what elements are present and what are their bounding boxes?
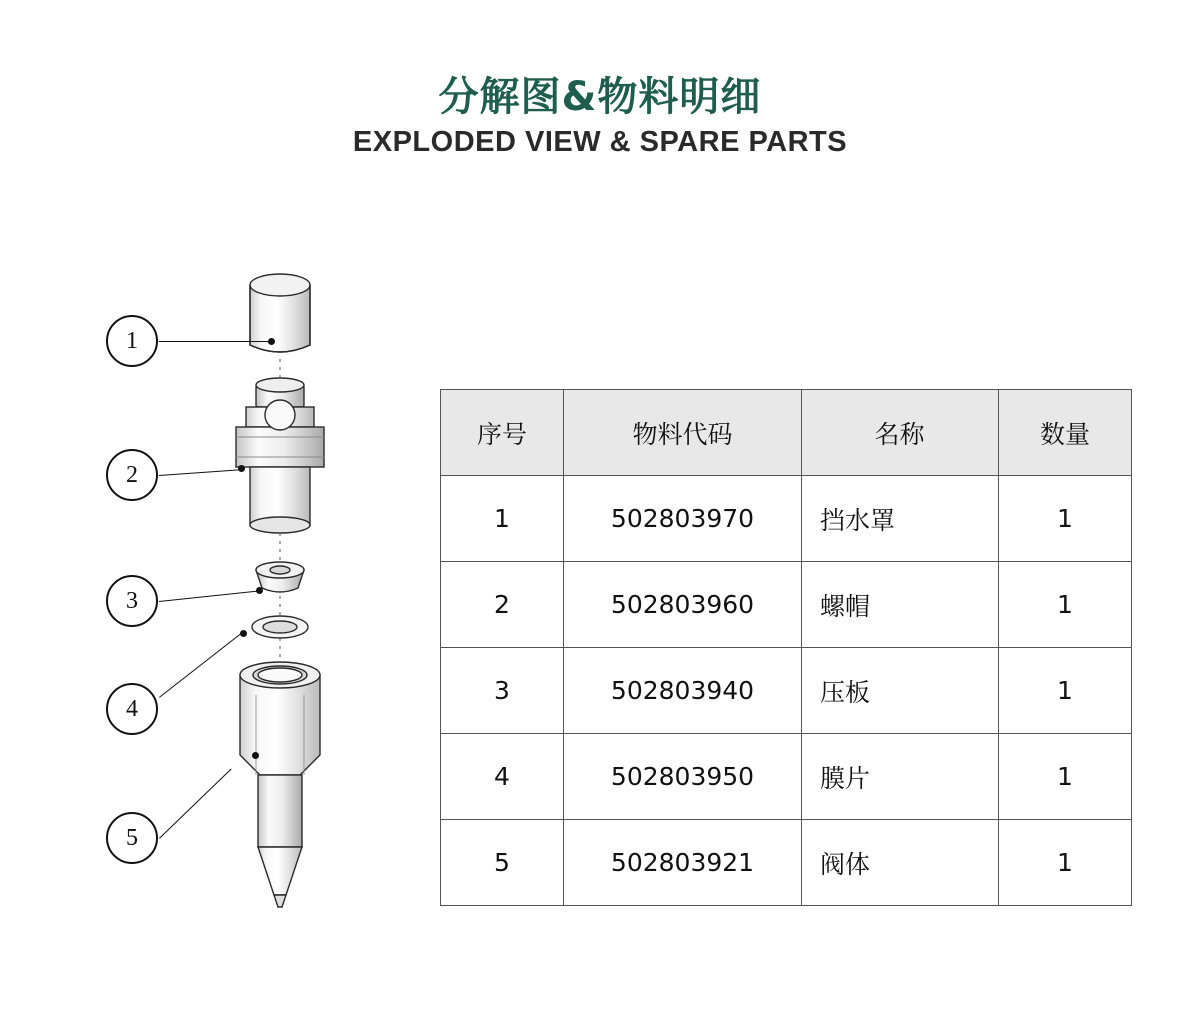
cell-part-name: 膜片 [802, 734, 999, 820]
cell-part-name: 螺帽 [802, 562, 999, 648]
cell-quantity: 1 [999, 820, 1132, 906]
cell-quantity: 1 [999, 648, 1132, 734]
header-part-name: 名称 [802, 390, 999, 476]
cell-part-name: 挡水罩 [802, 476, 999, 562]
table-header-row [441, 390, 1132, 476]
leader-dot-4 [240, 630, 247, 637]
cell-material-code: 502803970 [564, 476, 802, 562]
callout-2[interactable] [106, 449, 158, 501]
page-title-cn: 分解图&物料明细 [438, 74, 762, 120]
cell-index: 2 [441, 562, 564, 648]
page-title-en: EXPLODED VIEW & SPARE PARTS [352, 126, 848, 158]
leader-dot-5 [252, 752, 259, 759]
callout-5[interactable] [106, 812, 158, 864]
callout-3[interactable] [106, 575, 158, 627]
cell-material-code: 502803950 [564, 734, 802, 820]
leader-dot-2 [238, 465, 245, 472]
exploded-diagram [60, 255, 440, 955]
cell-part-name: 压板 [802, 648, 999, 734]
table-row [441, 820, 1132, 906]
table-row [441, 562, 1132, 648]
callout-1[interactable] [106, 315, 158, 367]
part-4-diaphragm [252, 616, 308, 638]
leader-dot-3 [256, 587, 263, 594]
table-header [441, 390, 1132, 476]
leader-line-1 [159, 341, 271, 342]
spare-parts-table [440, 389, 1132, 906]
part-2-nut [236, 378, 324, 533]
cell-material-code: 502803960 [564, 562, 802, 648]
cell-quantity: 1 [999, 734, 1132, 820]
callout-4[interactable] [106, 683, 158, 735]
cell-material-code: 502803940 [564, 648, 802, 734]
cell-index: 5 [441, 820, 564, 906]
header-index: 序号 [441, 390, 564, 476]
page-header [0, 74, 1200, 159]
table-body [441, 476, 1132, 906]
cell-part-name: 阀体 [802, 820, 999, 906]
callout-4-label: 4 [126, 695, 138, 722]
cell-quantity: 1 [999, 562, 1132, 648]
cell-quantity: 1 [999, 476, 1132, 562]
cell-index: 1 [441, 476, 564, 562]
header-material-code: 物料代码 [564, 390, 802, 476]
part-3-plate [256, 562, 304, 592]
header-quantity: 数量 [999, 390, 1132, 476]
leader-dot-1 [268, 338, 275, 345]
table-row [441, 734, 1132, 820]
callout-1-label: 1 [126, 327, 138, 354]
callout-2-label: 2 [126, 461, 138, 488]
cell-index: 3 [441, 648, 564, 734]
callout-3-label: 3 [126, 587, 138, 614]
table-row [441, 648, 1132, 734]
cell-material-code: 502803921 [564, 820, 802, 906]
cell-index: 4 [441, 734, 564, 820]
table-row [441, 476, 1132, 562]
part-5-valve-body [240, 662, 320, 907]
callout-5-label: 5 [126, 824, 138, 851]
